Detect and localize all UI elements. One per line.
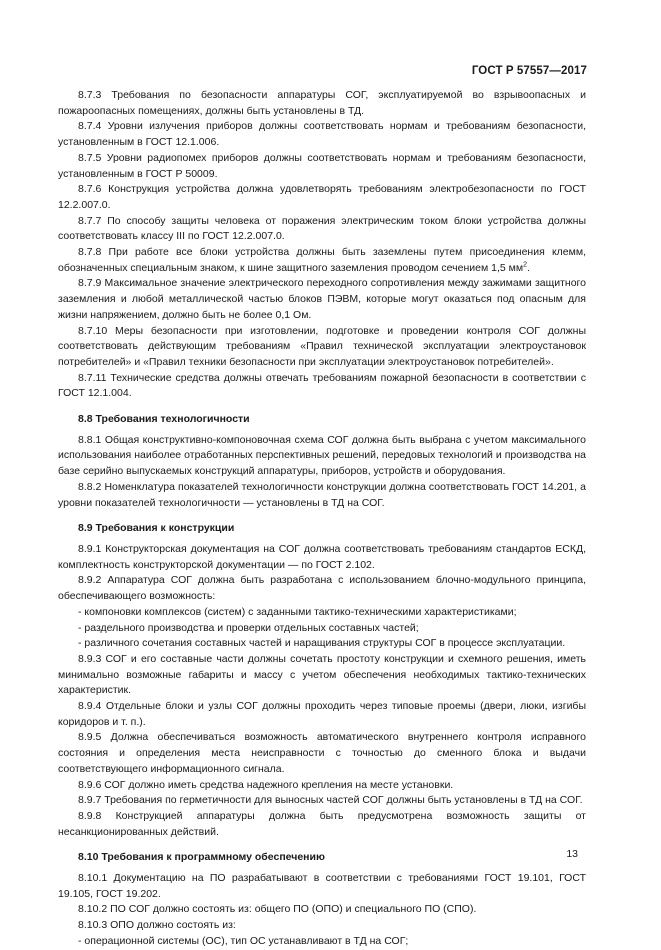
- paragraph: 8.7.11 Технические средства должны отвечать требованиям пожарной безопасности в соответствии с ГОСТ 12.1.004.: [58, 371, 586, 400]
- section-heading: 8.8 Требования технологичности: [78, 413, 250, 426]
- paragraph: 8.9.2 Аппаратура СОГ должна быть разработана с использованием блочно-модульного принципа, обеспечивающего возможность:: [58, 574, 586, 603]
- paragraph: 8.10.1 Документацию на ПО разрабатывают в соответствии с требованиями ГОСТ 19.101, ГОСТ 19.105, ГОСТ 19.202.: [58, 872, 586, 900]
- document-body: [58, 88, 586, 950]
- section-heading: 8.10 Требования к программному обеспечению: [78, 851, 325, 864]
- paragraph: [58, 245, 586, 276]
- paragraph: 8.10.2 ПО СОГ должно состоять из: общего ПО (ОПО) и специального ПО (СПО).: [78, 903, 477, 916]
- paragraph: 8.8.1 Общая конструктивно-компоновочная схема СОГ должна быть выбрана с учетом максимального использования наиболее отработанных перспективных решений, передовых технологий и производства на базе серийно выпускаемых конструкций аппаратуры, приборов, устройств и оборудования.: [58, 433, 586, 478]
- paragraph: 8.7.4 Уровни излучения приборов должны соответствовать нормам и требованиям безопасности, установленным в ГОСТ 12.1.006.: [58, 120, 586, 149]
- list-item: - раздельного производства и проверки отдельных составных частей;: [78, 621, 419, 634]
- paragraph: 8.10.3 ОПО должно состоять из:: [78, 919, 236, 932]
- document-header: ГОСТ Р 57557—2017: [471, 65, 587, 77]
- paragraph-text: .: [526, 261, 530, 274]
- paragraph: 8.9.7 Требования по герметичности для выносных частей СОГ должны быть установлены в ТД на СОГ.: [78, 794, 583, 807]
- page-number: 13: [566, 848, 578, 860]
- paragraph: 8.9.8 Конструкцией аппаратуры должна быть предусмотрена возможность защиты от несанкционированных действий.: [58, 809, 586, 838]
- list-item: - операционной системы (ОС), тип ОС устанавливают в ТД на СОГ;: [78, 934, 409, 947]
- list-item: - компоновки комплексов (систем) с заданными тактико-техническими характеристиками;: [78, 605, 517, 618]
- paragraph-text: 8.7.8 При работе все блоки устройства должны быть заземлены путем присоединения клемм, обозначенных специальным знаком, к шине защитного заземления проводом сечением 1,5 мм: [58, 246, 586, 274]
- section-heading: 8.9 Требования к конструкции: [78, 522, 235, 535]
- paragraph: 8.7.6 Конструкция устройства должна удовлетворять требованиям электробезопасности по ГОСТ 12.2.007.0.: [58, 183, 586, 211]
- paragraph: 8.7.10 Меры безопасности при изготовлении, подготовке и проведении контроля СОГ должны соответствовать действующим требованиям «Правил технической эксплуатации электроустановок потребителей» и «Правил техники безопасности при эксплуатации электроустановок потребителей».: [58, 324, 586, 368]
- paragraph: 8.9.3 СОГ и его составные части должны сочетать простоту конструкции и схемного решения, иметь минимально возможные габариты и массу с учетом обеспечения необходимых тактико-технических характеристик.: [58, 652, 586, 697]
- paragraph: 8.9.5 Должна обеспечиваться возможность автоматического внутреннего контроля исправного состояния и определения места неисправности с точностью до сменного блока и выдачи соответствующего информационного сигнала.: [58, 731, 586, 775]
- paragraph: 8.7.9 Максимальное значение электрического переходного сопротивления между зажимами защитного заземления и любой металлической частью блоков ПЭВМ, которые могут оказаться под опасным для жизни напряжением, должно быть не более 0,1 Ом.: [58, 277, 586, 321]
- paragraph: 8.7.5 Уровни радиопомех приборов должны соответствовать нормам и требованиям безопасности, установленным в ГОСТ Р 50009.: [58, 151, 586, 180]
- paragraph: 8.8.2 Номенклатура показателей технологичности конструкции должна соответствовать ГОСТ 14.201, а уровни показателей технологичности — установлены в ТД на СОГ.: [58, 480, 586, 509]
- paragraph: 8.9.1 Конструкторская документация на СОГ должна соответствовать требованиям стандартов ЕСКД, комплектность конструкторской документации — по ГОСТ 2.102.: [58, 542, 586, 571]
- paragraph: 8.7.7 По способу защиты человека от поражения электрическим током блоки устройства должны соответствовать классу III по ГОСТ 12.2.007.0.: [58, 214, 586, 243]
- list-item: - различного сочетания составных частей и наращивания структуры СОГ в процессе эксплуатации.: [78, 637, 566, 650]
- paragraph: 8.7.3 Требования по безопасности аппаратуры СОГ, эксплуатируемой во взрывоопасных и пожароопасных помещениях, должны быть установлены в ТД.: [58, 89, 586, 117]
- paragraph: 8.9.6 СОГ должно иметь средства надежного крепления на месте установки.: [78, 778, 454, 791]
- paragraph: 8.9.4 Отдельные блоки и узлы СОГ должны проходить через типовые проемы (двери, люки, изгибы коридоров и т. п.).: [58, 700, 586, 728]
- superscript: 2: [523, 261, 527, 269]
